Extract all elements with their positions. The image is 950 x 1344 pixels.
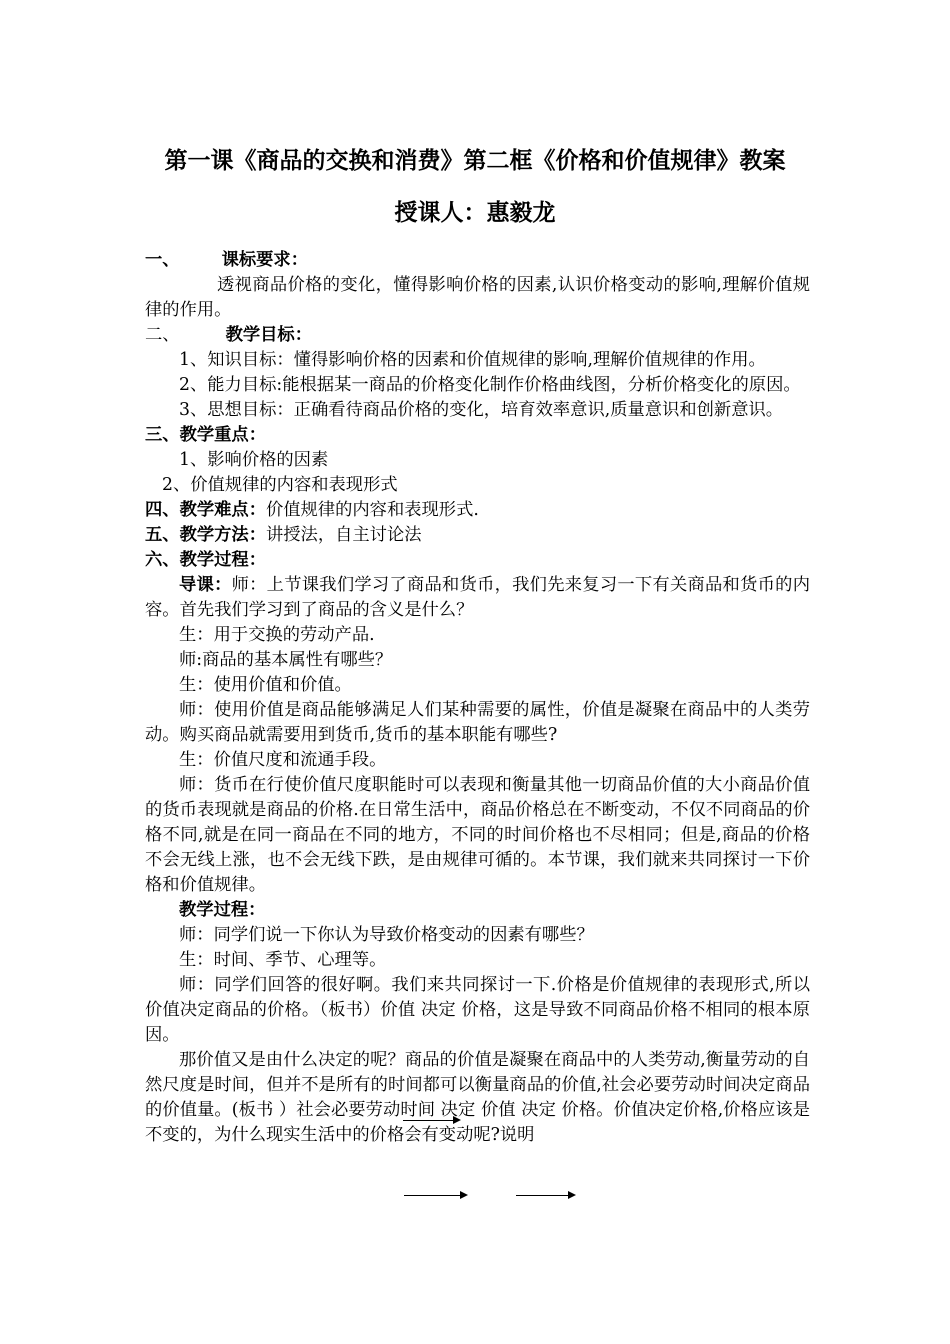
right-arrow-icon	[403, 1120, 459, 1121]
document-body	[145, 248, 810, 1148]
section-1-title: 课标要求：	[221, 250, 308, 270]
section-4-heading: 四、教学难点：	[145, 500, 266, 520]
right-arrow-icon	[516, 1195, 574, 1196]
goal-1: 1、知识目标：懂得影响价格的因素和价值规律的影响,理解价值规律的作用。	[179, 350, 766, 370]
dialogue-line: 师：使用价值是商品能够满足人们某种需要的属性，价值是凝聚在商品中的人类劳动。购买商品就需要用到货币,货币的基本职能有哪些?	[145, 700, 810, 745]
section-5-heading: 五、教学方法：	[145, 525, 266, 545]
section-4-text: 价值规律的内容和表现形式.	[265, 500, 479, 520]
section-1-heading	[145, 248, 810, 273]
section-1-number: 一、	[145, 250, 180, 270]
key-point-1: 1、影响价格的因素	[179, 450, 329, 470]
section-3-heading: 三、教学重点：	[145, 425, 266, 445]
dialogue-line: 生：价值尺度和流通手段。	[179, 750, 387, 770]
goal-3: 3、思想目标：正确看待商品价格的变化，培育效率意识,质量意识和创新意识。	[179, 400, 784, 420]
dialogue-line: 生：使用价值和价值。	[179, 675, 352, 695]
section-2-title: 教学目标：	[225, 325, 312, 345]
author-line: 授课人：惠毅龙	[394, 199, 556, 226]
section-1-text: 透视商品价格的变化，懂得影响价格的因素,认识价格变动的影响,理解价值规律的作用。	[145, 275, 810, 320]
right-arrow-icon	[404, 1195, 466, 1196]
section-5	[145, 523, 810, 548]
key-point-2: 2、价值规律的内容和表现形式	[162, 475, 398, 495]
intro-paragraph	[145, 573, 810, 623]
section-5-text: 讲授法，自主讨论法	[265, 525, 422, 545]
goal-2: 2、能力目标:能根据某一商品的价格变化制作价格曲线图，分析价格变化的原因。	[179, 375, 801, 395]
section-6-heading: 六、教学过程：	[145, 550, 266, 570]
intro-text: 师：上节课我们学习了商品和货币，我们先来复习一下有关商品和货币的内容。首先我们学习到了商品的含义是什么？	[145, 575, 810, 620]
dialogue-line: 生：用于交换的劳动产品.	[179, 625, 375, 645]
section-2-number: 二、	[145, 325, 180, 345]
document-title: 第一课《商品的交换和消费》第二框《价格和价值规律》教案	[164, 147, 786, 174]
intro-label: 导课：	[179, 575, 232, 595]
dialogue-line: 那价值又是由什么决定的呢？商品的价值是凝聚在商品中的人类劳动,衡量劳动的自然尺度是时间，但并不是所有的时间都可以衡量商品的价值,社会必要劳动时间决定商品的价值量。(板书 ）社会必要劳动时间 决定 价值 决定 价格。价值决定价格,价格应该是不变的，为什么现实生活中的价格会有变动呢?说明	[145, 1050, 810, 1145]
dialogue-line: 师：同学们回答的很好啊。我们来共同探讨一下.价格是价值规律的表现形式,所以价值决定商品的价格。（板书）价值 决定 价格，这是导致不同商品价格不相同的根本原因。	[145, 975, 810, 1045]
dialogue-line: 师:商品的基本属性有哪些？	[179, 650, 393, 670]
dialogue-line: 师：货币在行使价值尺度职能时可以表现和衡量其他一切商品价值的大小商品价值的货币表现就是商品的价格.在日常生活中，商品价格总在不断变动，不仅不同商品的价格不同,就是在同一商品在不同的地方，不同的时间价格也不尽相同；但是,商品的价格不会无线上涨，也不会无线下跌，是由规律可循的。本节课，我们就来共同探讨一下价格和价值规律。	[145, 775, 810, 895]
dialogue-line: 师：同学们说一下你认为导致价格变动的因素有哪些？	[179, 925, 594, 945]
process-label: 教学过程：	[179, 900, 266, 920]
section-2-heading	[145, 323, 810, 348]
dialogue-line: 生：时间、季节、心理等。	[179, 950, 387, 970]
section-4	[145, 498, 810, 523]
